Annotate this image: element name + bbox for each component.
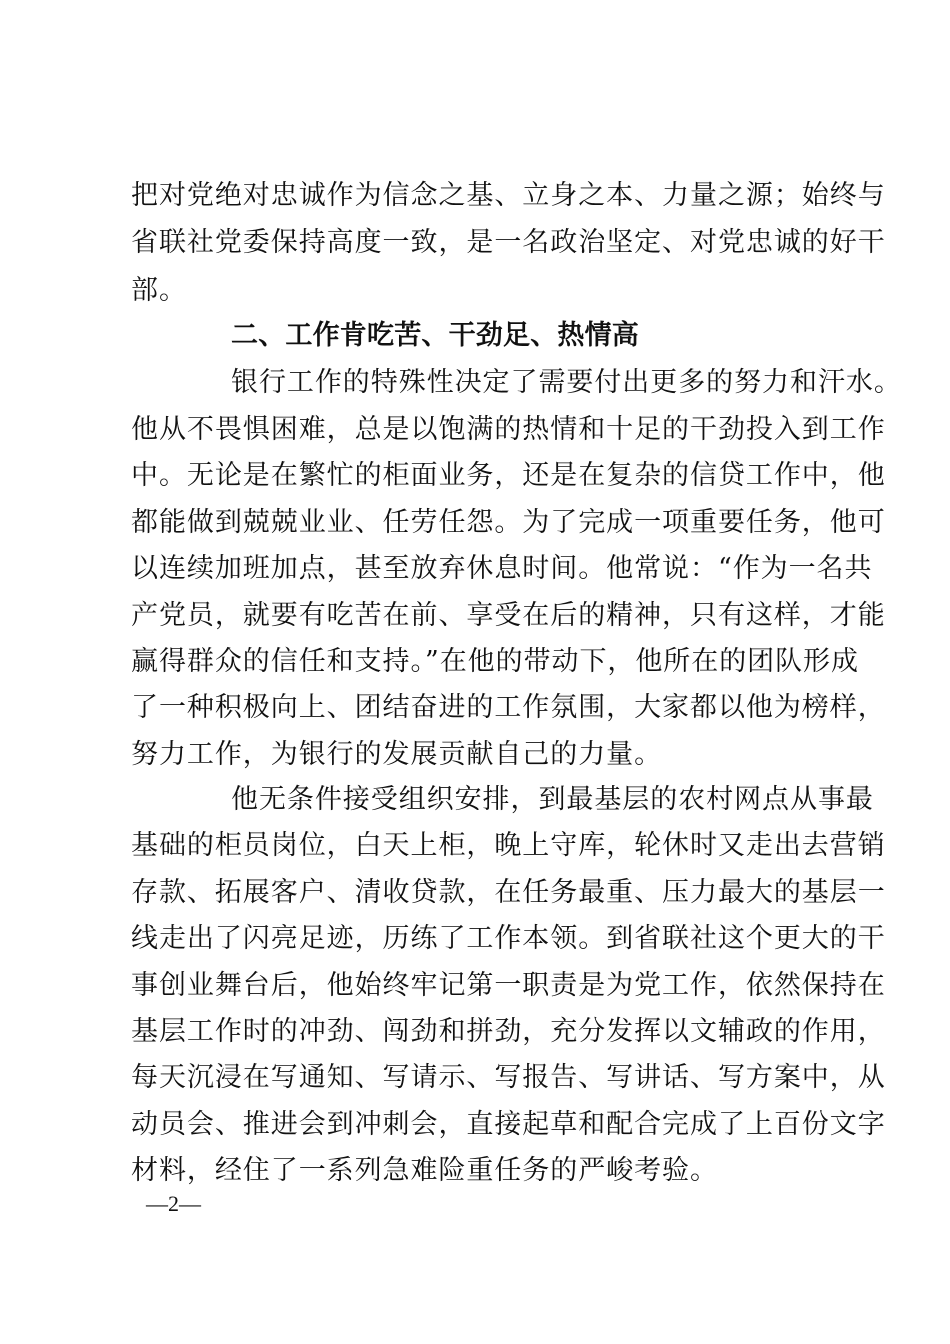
paragraph-1-line-6: 产党员，就要有吃苦在前、享受在后的精神，只有这样，才能 [131, 600, 886, 631]
paragraph-2-line-4: 线走出了闪亮足迹，历练了工作本领。到省联社这个更大的干 [131, 923, 886, 954]
paragraph-1-line-8: 了一种积极向上、团结奋进的工作氛围，大家都以他为榜样， [131, 692, 886, 723]
paragraph-1-line-3: 中。无论是在繁忙的柜面业务，还是在复杂的信贷工作中，他 [131, 460, 886, 491]
section-heading: 二、工作肯吃苦、干劲足、热情高 [231, 320, 639, 351]
continuation-line-2: 省联社党委保持高度一致，是一名政治坚定、对党忠诚的好干 [131, 227, 886, 258]
paragraph-2-line-2: 基础的柜员岗位，白天上柜，晚上守库，轮休时又走出去营销 [131, 830, 886, 861]
paragraph-2-line-1: 他无条件接受组织安排，到最基层的农村网点从事最 [231, 784, 874, 815]
paragraph-1-line-7: 赢得群众的信任和支持。”在他的带动下，他所在的团队形成 [131, 646, 859, 677]
paragraph-2-line-9: 材料，经住了一系列急难险重任务的严峻考验。 [131, 1155, 718, 1186]
paragraph-1-line-4: 都能做到兢兢业业、任劳任怨。为了完成一项重要任务，他可 [131, 507, 886, 538]
paragraph-1-line-9: 努力工作，为银行的发展贡献自己的力量。 [131, 739, 663, 770]
paragraph-1-line-5: 以连续加班加点，甚至放弃休息时间。他常说：“作为一名共 [131, 553, 873, 584]
paragraph-2-line-5: 事创业舞台后，他始终牢记第一职责是为党工作，依然保持在 [131, 970, 886, 1001]
paragraph-2-line-3: 存款、拓展客户、清收贷款，在任务最重、压力最大的基层一 [131, 877, 886, 908]
paragraph-1-line-2: 他从不畏惧困难，总是以饱满的热情和十足的干劲投入到工作 [131, 414, 886, 445]
paragraph-2-line-6: 基层工作时的冲劲、闯劲和拼劲，充分发挥以文辅政的作用， [131, 1016, 886, 1047]
paragraph-2-line-7: 每天沉浸在写通知、写请示、写报告、写讲话、写方案中，从 [131, 1062, 886, 1093]
paragraph-1-line-1: 银行工作的特殊性决定了需要付出更多的努力和汗水。 [231, 367, 902, 398]
page-number: —2— [146, 1191, 201, 1216]
continuation-line-3: 部。 [131, 275, 187, 306]
paragraph-2-line-8: 动员会、推进会到冲刺会，直接起草和配合完成了上百份文字 [131, 1109, 886, 1140]
continuation-line-1: 把对党绝对忠诚作为信念之基、立身之本、力量之源；始终与 [131, 180, 886, 211]
